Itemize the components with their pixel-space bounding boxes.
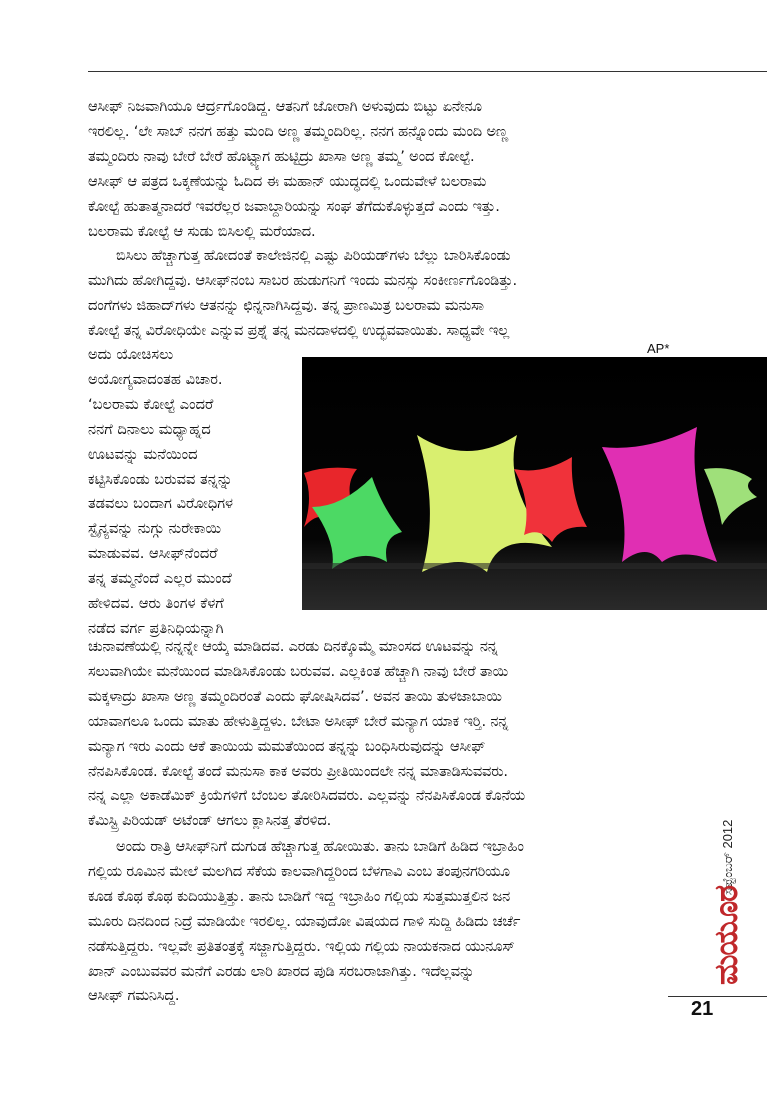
text-line: ಕೋಲ್ಟೆ ತನ್ನ ವಿರೋಧಿಯೇ ಎನ್ನುವ ಪ್ರಶ್ನೆ ತನ್ನ ಮನದಾಳದಲ್ಲಿ ಉದ್ಭವವಾಯಿತು. ಸಾಧ್ಯವೇ ಇಲ್ಲ bbox=[88, 321, 510, 339]
issue-date: ಸೆಪ್ಟೆಂಬರ್ 2012 bbox=[720, 819, 735, 895]
text-line: ಗಲ್ಲಿಯ ರೂಮಿನ ಮೇಲೆ ಮಲಗಿದ ಸೆಕೆಯ ಕಾಲವಾಗಿದ್ದರಿಂದ ಬೆಳಗಾವಿ ಎಂಬ ತಂಪುನಗರಿಯೂ bbox=[88, 862, 510, 880]
top-rule bbox=[88, 71, 767, 72]
text-line: ದಂಗೆಗಳು ಜಿಹಾದ್‌ಗಳು ಆತನನ್ನು ಛಿನ್ನನಾಗಿಸಿದ್ದವು. ತನ್ನ ಪ್ರಾಣಮಿತ್ರ ಬಲರಾಮ ಮನುಸಾ bbox=[88, 296, 484, 314]
text-line: ಸಲುವಾಗಿಯೇ ಮನೆಯಿಂದ ಮಾಡಿಸಿಕೊಂಡು ಬರುವವ. ಎಲ್ಲಕಿಂತ ಹೆಚ್ಚಾಗಿ ನಾವು ಬೇರೆ ತಾಯಿ bbox=[88, 662, 509, 680]
text-line: ಮೂರು ದಿನದಿಂದ ನಿದ್ರೆ ಮಾಡಿಯೇ ಇರಲಿಲ್ಲ. ಯಾವುದೋ ವಿಷಯದ ಗಾಳಿ ಸುದ್ದಿ ಹಿಡಿದು ಚರ್ಚೆ bbox=[88, 912, 521, 930]
text-line: ಕೂಡ ಕೊಥ ಕೊಥ ಕುದಿಯುತ್ತಿತ್ತು. ತಾನು ಬಾಡಿಗೆ ಇದ್ದ ಇಬ್ರಾಹಿಂ ಗಲ್ಲಿಯ ಸುತ್ತಮುತ್ತಲಿನ ಜನ bbox=[88, 887, 511, 905]
stage-photo-svg bbox=[302, 357, 767, 610]
text-line: ಮಕ್ಕಳಾದ್ರು ಖಾಸಾ ಅಣ್ಣ ತಮ್ಮಂದಿರಂತೆ ಎಂದು ಘೋಷಿಸಿದವ’. ಅವನ ತಾಯಿ ತುಳಜಾಬಾಯಿ bbox=[88, 687, 502, 705]
bottom-rule bbox=[668, 996, 767, 997]
text-line: ತಮ್ಮಂದಿರು ನಾವು ಬೇರೆ ಬೇರೆ ಹೊಟ್ಟ್ಯಾಗ ಹುಟ್ಟಿದ್ರು ಖಾಸಾ ಅಣ್ಣ ತಮ್ಮ’ ಅಂದ ಕೋಲ್ಟೆ. bbox=[88, 147, 475, 165]
magazine-logo: ಮಯೂರ bbox=[707, 885, 745, 985]
text-line: ಮಾಡುವವ. ಆಸೀಫ್‌ನೆಂದರೆ bbox=[88, 545, 218, 563]
text-line: ನನ್ನ ಎಲ್ಲಾ ಅಕಾಡೆಮಿಕ್ ಕ್ರಿಯೆಗಳಿಗೆ ಬೆಂಬಲ ತೋರಿಸಿದವರು. ಎಲ್ಲವನ್ನು ನೆನಪಿಸಿಕೊಂಡ ಕೊನೆಯ bbox=[88, 787, 526, 805]
paragraph-2 bbox=[88, 244, 668, 344]
text-line: ತಡವಲು ಬಂದಾಗ ವಿರೋಧಿಗಳ bbox=[88, 495, 234, 513]
text-line: ಆಸೀಫ್ ಗಮನಿಸಿದ್ದ. bbox=[88, 987, 180, 1005]
text-line: ಮನ್ಯಾಗ ಇರು ಎಂದು ಆಕೆ ತಾಯಿಯ ಮಮತೆಯಿಂದ ತನ್ನನ್ನು ಬಂಧಿಸಿರುವುದನ್ನು ಆಸೀಫ್ bbox=[88, 737, 486, 755]
stage-edge bbox=[302, 563, 767, 569]
text-line: ಕೆಮಿಸ್ಟ್ರಿ ಪಿರಿಯಡ್ ಅಟೆಂಡ್ ಆಗಲು ಕ್ಲಾಸಿನತ್ತ ತೆರಳಿದ. bbox=[88, 812, 332, 830]
text-line: ಇರಲಿಲ್ಲ. ‘ಲೇ ಸಾಬ್ ನನಗ ಹತ್ತು ಮಂದಿ ಅಣ್ಣ ತಮ್ಮಂದಿರಿಲ್ಲ. ನನಗ ಹನ್ನೊಂದು ಮಂದಿ ಅಣ್ಣ bbox=[88, 122, 509, 140]
text-line: ‘ಬಲರಾಮ ಕೋಲ್ಟೆ ಎಂದರೆ bbox=[88, 395, 214, 413]
text-line: ಖಾನ್ ಎಂಬುವವರ ಮನೆಗೆ ಎರಡು ಲಾರಿ ಖಾರದ ಪುಡಿ ಸರಬರಾಜಾಗಿತ್ತು. ಇದೆಲ್ಲವನ್ನು bbox=[88, 962, 475, 980]
text-line: ಅದು ಯೋಚಿಸಲು bbox=[88, 346, 174, 363]
paragraph-3 bbox=[88, 835, 668, 1009]
paragraph-2-narrow bbox=[88, 343, 288, 642]
text-line: ಕಟ್ಟಿಸಿಕೊಂಡು ಬರುವವ ತನ್ನನ್ನು bbox=[88, 470, 233, 488]
text-line: ಸ್ಟೈನ್ಯವನ್ನು ನುಗ್ಗು ನುರೇಕಾಯಿ bbox=[88, 520, 222, 538]
stage-photo bbox=[302, 357, 767, 610]
text-line: ನಡೆದ ವರ್ಗ ಪ್ರತಿನಿಧಿಯನ್ನಾಗಿ bbox=[88, 619, 224, 637]
text-line: ನೆನಪಿಸಿಕೊಂಡ. ಕೋಲ್ಟೆ ತಂದೆ ಮನುಸಾ ಕಾಕ ಅವರು ಪ್ರೀತಿಯಿಂದಲೇ ನನ್ನ ಮಾತಾಡಿಸುವವರು. bbox=[88, 762, 508, 780]
text-line: ಆಸೀಫ್ ಆ ಪತ್ರದ ಒಕ್ಕಣೆಯನ್ನು ಓದಿದ ಈ ಮಹಾನ್ ಯುದ್ಧದಲ್ಲಿ ಒಂದುವೇಳೆ ಬಲರಾಮ bbox=[88, 172, 487, 190]
photo-credit: AP* bbox=[647, 341, 670, 356]
text-line: ಮುಗಿದು ಹೋಗಿದ್ದವು. ಆಸೀಫ್‌ನಂಬ ಸಾಬರ ಹುಡುಗನಿಗೆ ಇಂದು ಮನಸ್ಸು ಸಂಕೀರ್ಣಗೊಂಡಿತ್ತು. bbox=[88, 271, 517, 289]
text-line: ತನ್ನ ತಮ್ಮನೆಂದೆ ಎಲ್ಲರ ಮುಂದೆ bbox=[88, 570, 232, 588]
paragraph-2-continued bbox=[88, 635, 668, 834]
text-line: ಊಟವನ್ನು ಮನೆಯಿಂದ bbox=[88, 445, 198, 463]
page-number: 21 bbox=[691, 998, 714, 1020]
text-line: ಚುನಾವಣೆಯಲ್ಲಿ ನನ್ನನ್ನೇ ಆಯ್ಕೆ ಮಾಡಿದವ. ಎರಡು ದಿನಕ್ಕೊಮ್ಮೆ ಮಾಂಸದ ಊಟವನ್ನು ನನ್ನ bbox=[88, 638, 498, 655]
text-line: ಅಯೋಗ್ಯವಾದಂತಹ ವಿಚಾರ. bbox=[88, 370, 223, 388]
text-line: ಬಿಸಿಲು ಹೆಚ್ಚಾಗುತ್ತ ಹೋದಂತೆ ಕಾಲೇಜಿನಲ್ಲಿ ಎಷ್ಟು ಪಿರಿಯಡ್‌ಗಳು ಬೆಲ್ಲು ಬಾರಿಸಿಕೊಂಡು bbox=[116, 247, 511, 264]
text-line: ಬಲರಾಮ ಕೋಲ್ಟೆ ಆ ಸುಡು ಬಿಸಿಲಲ್ಲಿ ಮರೆಯಾದ. bbox=[88, 222, 316, 240]
text-line: ಕೋಲ್ಟೆ ಹುತಾತ್ಮನಾದರೆ ಇವರೆಲ್ಲರ ಜವಾಬ್ದಾರಿಯನ್ನು ಸಂಘ ತೆಗೆದುಕೊಳ್ಳುತ್ತದೆ ಎಂದು ಇತ್ತು. bbox=[88, 197, 500, 215]
text-line: ನಡೆಸುತ್ತಿದ್ದರು. ಇಲ್ಲವೇ ಪ್ರತಿತಂತ್ರಕ್ಕೆ ಸಜ್ಜಾಗುತ್ತಿದ್ದರು. ಇಲ್ಲಿಯ ಗಲ್ಲಿಯ ನಾಯಕನಾದ ಯುನೂಸ್ bbox=[88, 937, 515, 955]
text-line: ಆಸೀಫ್ ನಿಜವಾಗಿಯೂ ಆರ್ದ್ರಗೊಂಡಿದ್ದ. ಆತನಿಗೆ ಜೋರಾಗಿ ಅಳುವುದು ಬಿಟ್ಟು ಏನೇನೂ bbox=[88, 98, 482, 115]
paragraph-1 bbox=[88, 95, 668, 244]
text-line: ಯಾವಾಗಲೂ ಒಂದು ಮಾತು ಹೇಳುತ್ತಿದ್ದಳು. ಬೇಟಾ ಅಸೀಫ್ ಬೇರೆ ಮನ್ಯಾಗ ಯಾಕ ಇರ್‍ತಿ. ನನ್ನ bbox=[88, 712, 509, 730]
text-line: ನನಗೆ ದಿನಾಲು ಮಧ್ಯಾಹ್ನದ bbox=[88, 420, 211, 438]
text-line: ಹೇಳಿದವ. ಆರು ತಿಂಗಳ ಕೆಳಗೆ bbox=[88, 595, 224, 613]
text-line: ಅಂದು ರಾತ್ರಿ ಆಸೀಫ್‌ನಿಗೆ ದುಗುಡ ಹೆಚ್ಚಾಗುತ್ತ ಹೋಯಿತು. ತಾನು ಬಾಡಿಗೆ ಹಿಡಿದ ಇಬ್ರಾಹಿಂ bbox=[116, 838, 524, 855]
